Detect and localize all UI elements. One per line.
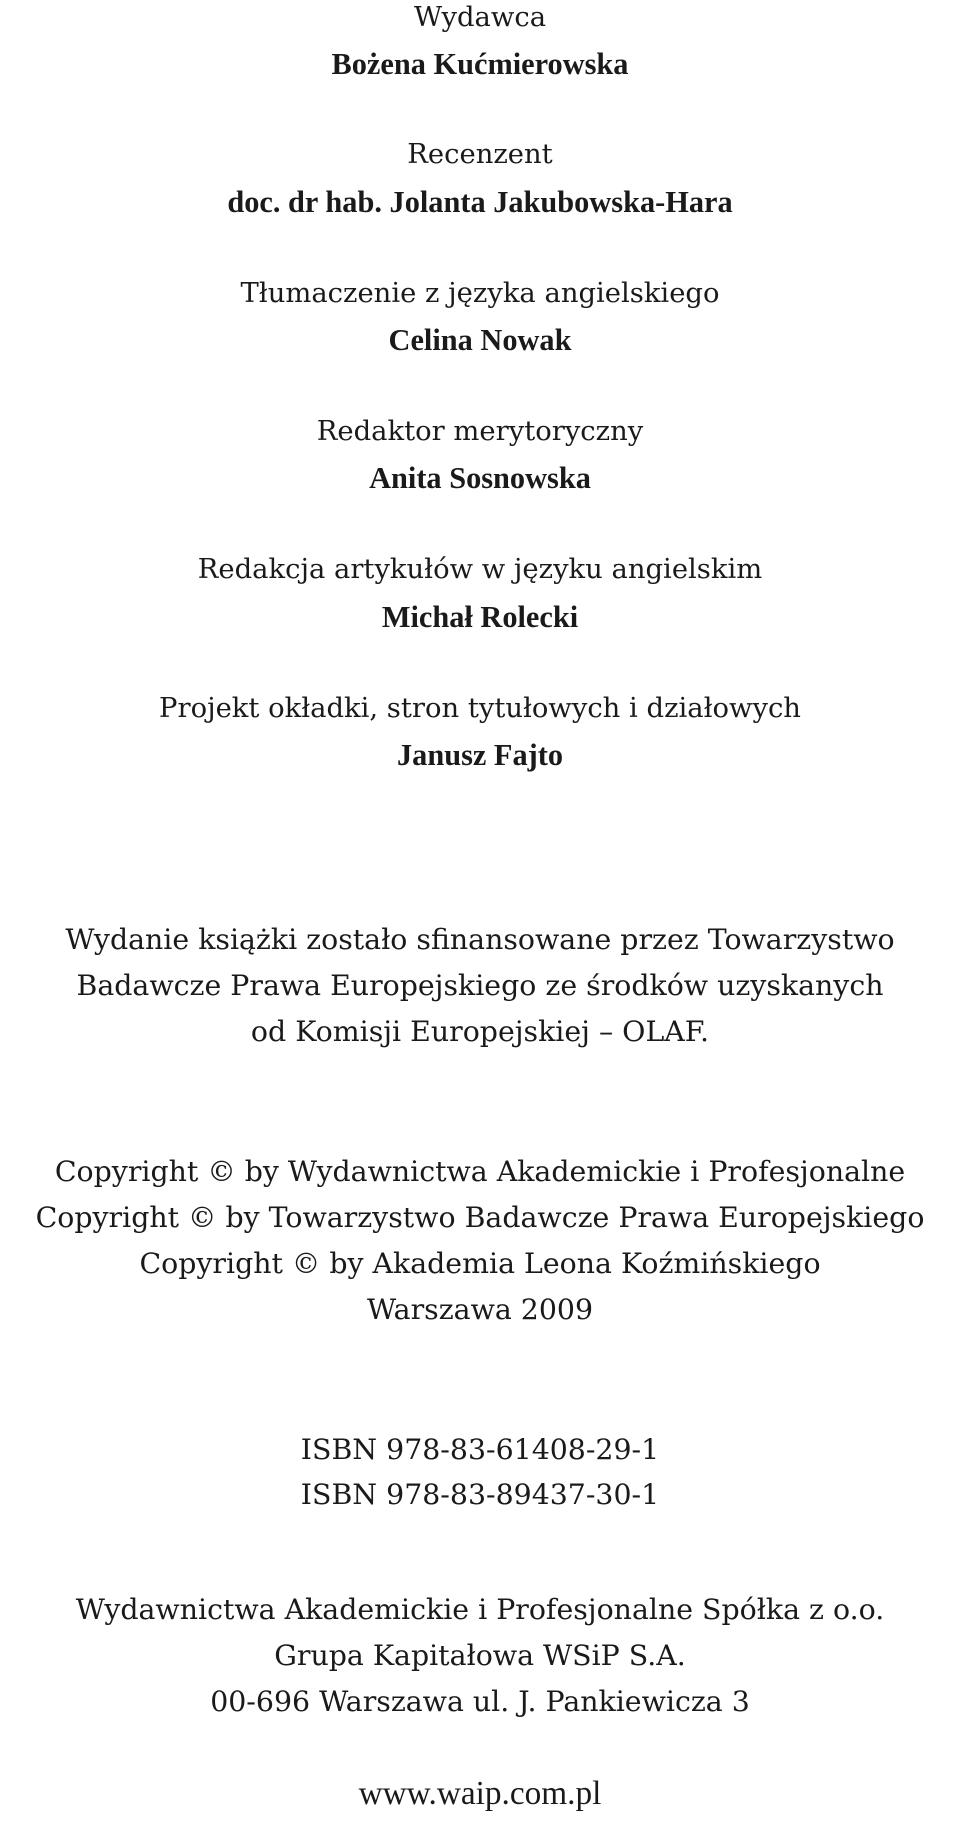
imprint-line-3: 00-696 Warszawa ul. J. Pankiewicza 3 bbox=[210, 1685, 750, 1718]
english-editing-role: Redakcja artykułów w języku angielskim bbox=[197, 554, 763, 585]
copyright-line-1: Copyright © by Wydawnictwa Akademickie i Profesjonalne bbox=[54, 1155, 906, 1188]
imprint-line-1: Wydawnictwa Akademickie i Profesjonalne Spółka z o.o. bbox=[75, 1593, 885, 1626]
translation-name: Celina Nowak bbox=[388, 323, 572, 357]
publisher-name: Bożena Kućmierowska bbox=[331, 47, 629, 81]
cover-design-role: Projekt okładki, stron tytułowych i działowych bbox=[159, 693, 801, 724]
content-editor-name: Anita Sosnowska bbox=[369, 461, 591, 495]
funding-line-1: Wydanie książki zostało sfinansowane przez Towarzystwo bbox=[65, 923, 895, 956]
imprint-line-2: Grupa Kapitałowa WSiP S.A. bbox=[274, 1639, 686, 1672]
content-editor-role: Redaktor merytoryczny bbox=[316, 416, 644, 447]
publisher-role: Wydawca bbox=[413, 2, 547, 33]
isbn-line-1: ISBN 978-83-61408-29-1 bbox=[300, 1433, 660, 1466]
website-link[interactable]: www.waip.com.pl bbox=[358, 1775, 602, 1812]
copyright-line-3: Copyright © by Akademia Leona Koźmińskiego bbox=[139, 1247, 821, 1280]
cover-design-name: Janusz Fajto bbox=[396, 738, 564, 772]
english-editing-name: Michał Rolecki bbox=[381, 600, 579, 634]
reviewer-role: Recenzent bbox=[407, 139, 553, 170]
reviewer-name: doc. dr hab. Jolanta Jakubowska-Hara bbox=[227, 185, 733, 219]
funding-line-2: Badawcze Prawa Europejskiego ze środków uzyskanych bbox=[76, 969, 884, 1002]
copyright-line-2: Copyright © by Towarzystwo Badawcze Prawa Europejskiego bbox=[35, 1201, 925, 1234]
isbn-line-2: ISBN 978-83-89437-30-1 bbox=[300, 1478, 660, 1511]
copyright-place-year: Warszawa 2009 bbox=[366, 1293, 594, 1326]
funding-line-3: od Komisji Europejskiej – OLAF. bbox=[250, 1015, 710, 1048]
translation-role: Tłumaczenie z języka angielskiego bbox=[240, 278, 720, 309]
